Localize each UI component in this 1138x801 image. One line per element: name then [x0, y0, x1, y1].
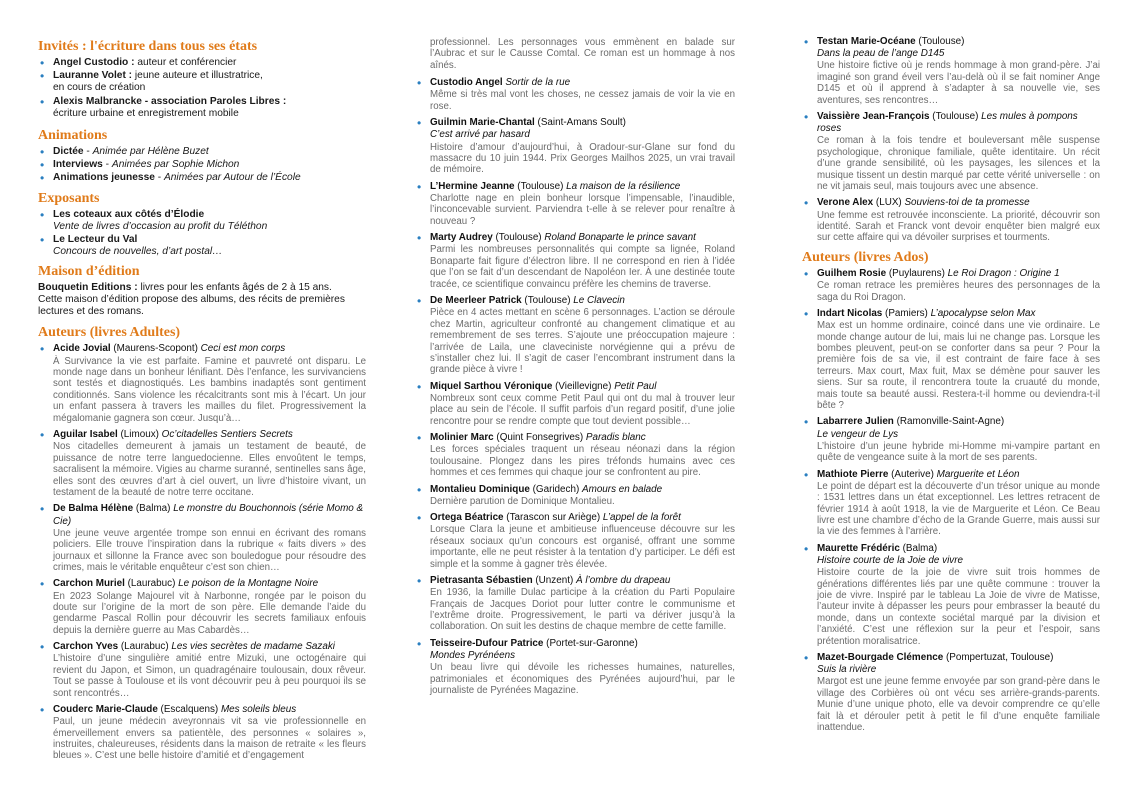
- list-item: • Les coteaux aux côtés d’Élodie Vente de livres d’occasion au profit du Téléthon: [38, 209, 366, 233]
- list-item: • Guilmin Marie-Chantal (Saint-Amans Soult) C’est arrivé par hasard Histoire d’amour d’aujourd’hui, à Oradour-sur-Glane sur fond du massacre du 10 juin 1944. Prix Georges Mailhos 2025, un vrai travail de mémoire.: [415, 117, 735, 176]
- list-item: • Couderc Marie-Claude (Escalquens) Mes soleils bleus Paul, un jeune médecin aveyronnais vit sa vie professionnelle en émerveillement envers sa patientèle, des personnes « solaires », instruites, chaleureuses, résidents dans la maison de retraite « les fleurs bleues ». C’est une belle histoire d’amitié et d’engagement: [38, 704, 366, 762]
- list-item: • Pietrasanta Sébastien (Unzent) À l’ombre du drapeau En 1936, la famille Dulac participe à la création du Parti Populaire Français de Jacques Doriot pour lutter contre le communisme et l’extrême droite. Progressivement, le parti va dériver jusqu’à la collaboration. On suit les destins de chaque membre de cette famille.: [415, 575, 735, 633]
- column-1: [38, 36, 366, 767]
- ados-list: [802, 268, 1100, 734]
- exposants-title: Exposants: [38, 190, 100, 206]
- list-item: • Aguilar Isabel (Limoux) Oc’citadelles Sentiers Secrets Nos citadelles demeurent à jamais un testament de beauté, de puissance de notre terre languedocienne. Elles envoûtent le temps, sacralisent la mémoire. Vigies au charme suranné, sentinelles sans âge, elles sont des œuvres d’art à ciel ouvert, un livre d’histoire vivant, un testament de la beauté de notre terre occitane.: [38, 429, 366, 498]
- animations-list: [38, 146, 366, 185]
- ados-title: Auteurs (livres Ados): [802, 249, 929, 265]
- list-item: • Animations jeunesse - Animées par Autour de l’École: [38, 172, 366, 184]
- list-item: • Acide Jovial (Maurens-Scopont) Ceci est mon corps À Survivance la vie est parfaite. Famine et pauvreté ont disparu. Le monde nage dans un bonheur lénifiant. Dès l’enfance, les survivanciens sont testés et diagnostiqués. Les bambins inadaptés sont gentiment conditionnés. Sans violence les récalcitrants sont mis à l’écart. Un jour un enfant passera à travers les mailles du filet. Progressivement la mégalomanie gagnera son cœur. Jusqu’à…: [38, 343, 366, 424]
- list-item: • Verone Alex (LUX) Souviens-toi de ta promesse Une femme est retrouvée inconsciente. La priorité, découvrir son identité. Sarah et Franck vont devoir enquêter bien malgré eux sur cette affaire qui va dévoiler surprises et tourments.: [802, 197, 1100, 243]
- list-item: • Dictée - Animée par Hélène Buzet: [38, 146, 366, 158]
- list-item: • Alexis Malbrancke - association Paroles Libres : écriture urbaine et enregistrement mobile: [38, 96, 366, 120]
- maison-text: Bouquetin Editions : livres pour les enfants âgés de 2 à 15 ans. Cette maison d’édition propose des albums, des récits de premières lectures et des romans.: [38, 282, 345, 318]
- adultes-list-col3: [802, 36, 1100, 244]
- list-item: • Molinier Marc (Quint Fonsegrives) Paradis blanc Les forces spéciales traquent un réseau néonazi dans la région toulousaine. Plongez dans les pires tréfonds humains avec ces hommes et ces femmes qui chaque jour se confrontent au pire.: [415, 432, 735, 478]
- animations-title: Animations: [38, 128, 108, 144]
- list-item: • Mazet-Bourgade Clémence (Pompertuzat, Toulouse) Suis la rivière Margot est une jeune femme envoyée par son grand-père dans le village des Corbières où ont vécu ses arrière-grands-parents. Munie d’une unique photo, elle va devoir comprendre ce qu’elle fait là et dérouler petit à petit le fil d’une enquête familiale inattendue.: [802, 652, 1100, 733]
- list-item: • Angel Custodio : auteur et conférencier: [38, 57, 366, 69]
- list-item: • Ortega Béatrice (Tarascon sur Ariège) L’appel de la forêt Lorsque Clara la jeune et ambitieuse influenceuse découvre sur les réseaux sociaux qu’un concours est organisé, offrant une somme importante, elle ne peut résister à la tentation d’y participer. Le défi est simple et la somme à gagner très élevée.: [415, 512, 735, 570]
- list-item: • Guilhem Rosie (Puylaurens) Le Roi Dragon : Origine 1 Ce roman retrace les premières heures des personnages de la saga du Roi Dragon.: [802, 268, 1100, 303]
- list-item: • L’Hermine Jeanne (Toulouse) La maison de la résilience Charlotte nage en plein bonheur lorsque l’impensable, l’inaudible, l’inconcevable survient. Parviendra t-elle à se relever pour renaître à nouveau ?: [415, 181, 735, 227]
- maison-title: Maison d’édition: [38, 264, 140, 280]
- list-item: • Miquel Sarthou Véronique (Vieillevigne) Petit Paul Nombreux sont ceux comme Petit Paul qui ont du mal à trouver leur place au sein de l’école. Il suffit parfois d’un regard positif, d’une jolie rencontre pour se rendre compte que tout devient possible…: [415, 381, 735, 427]
- list-item: • Teisseire-Dufour Patrice (Portet-sur-Garonne) Mondes Pyrénéens Un beau livre qui dévoile les richesses humaines, naturelles, patrimoniales et économiques des Pyrénées aujourd’hui, par le journaliste de Pyrénées Magazine.: [415, 638, 735, 697]
- exposants-list: [38, 209, 366, 259]
- adultes-list-col2: [415, 77, 735, 696]
- list-item: • Labarrere Julien (Ramonville-Saint-Agne) Le vengeur de Lys L’histoire d’un jeune hybride mi-Homme mi-vampire partant en quête de vengeance suite à la mort de ses parents.: [802, 416, 1100, 463]
- invites-title: Invités : l'écriture dans tous ses états: [38, 39, 258, 54]
- list-item: • Montalieu Dominique (Garidech) Amours en balade Dernière parution de Dominique Montalieu.: [415, 484, 735, 508]
- list-item: • Custodio Angel Sortir de la rue Même si très mal vont les choses, ne cessez jamais de voir la vie en rose.: [415, 77, 735, 112]
- adultes-title: Auteurs (livres Adultes): [38, 325, 181, 341]
- list-item: • De Balma Hélène (Balma) Le monstre du Bouchonnois (série Momo & Cie) Une jeune veuve argentée trompe son ennui en écrivant des romans policiers. Elle trouve l’inspiration dans la rubrique « faits divers » des journaux et sillonne la France avec son bouledogue pour résoudre des crimes, mais le véritable enquêteur c’est son chien…: [38, 503, 366, 573]
- column-2: [415, 37, 735, 701]
- list-item: • Vaissière Jean-François (Toulouse) Les mules à pompons roses Ce roman à la fois tendre et bouleversant mêle suspense psychologique, chronique familiale, quête identitaire. Un récit d’une grande sensibilité, où les paysages, les silences et la musique tissent un destin marqué par cette vérité universelle : on ne vit jamais seul, mais toujours avec une absence.: [802, 111, 1100, 192]
- list-item: • De Meerleer Patrick (Toulouse) Le Clavecin Pièce en 4 actes mettant en scène 6 personnages. L’action se déroule chez Martin, agriculteur confronté au changement climatique et au remembrement de ses terres. S’ajoute une préoccupation majeure : l’arrivée de Laila, une claveciniste norvégienne qui a prévu de s’installer chez lui. Il s’agit de caser l’encombrant instrument dans la grande pièce à vivre !: [415, 295, 735, 376]
- list-item: • Marty Audrey (Toulouse) Roland Bonaparte le prince savant Parmi les nombreuses personnalités qui compte sa lignée, Roland Bonaparte fait figure d’électron libre. Il ne correspond en rien à l’idée que l’on se fait d’un descendant de Napoléon Ier. À une destinée toute tracée, ce scientifique convaincu préfère les chemins de traverse.: [415, 232, 735, 290]
- list-item: • Maurette Frédéric (Balma) Histoire courte de la Joie de vivre Histoire courte de la joie de vivre suit trois hommes de générations différentes liés par une quête commune : trouver la joie de vivre. Inspiré par le tableau La Joie de vivre de Matisse, l’auteur invite à dépasser les peurs pour embrasser la beauté du monde, dans un contexte sociétal marqué par la division et l’anxiété. C’est une réflexion sur la peur et l’espoir, sans prétention moralisatrice.: [802, 543, 1100, 647]
- invites-list: [38, 57, 366, 120]
- list-item: • Interviews - Animées par Sophie Michon: [38, 159, 366, 171]
- list-item: • Carchon Muriel (Laurabuc) Le poison de la Montagne Noire En 2023 Solange Majourel vit à Narbonne, rongée par le poison du doute sur l’origine de la mort de son père. Elle demande l’aide du gendarme Pascal Rollin pour découvrir les secrets familiaux enfouis depuis la dernière guerre au Mas Cabardès…: [38, 578, 366, 636]
- list-item: • Indart Nicolas (Pamiers) L’apocalypse selon Max Max est un homme ordinaire, coincé dans une vie ordinaire. Le monde change autour de lui, mais lui ne change pas. Lorsque les bombes pleuvent, peut-on se conforter dans sa peur ? Pour la première fois de sa vie, il est contraint de faire face à ses terreurs. Max court, Max fuit, Max se démène pour sauver les siens. Sur sa route, il rencontrera toute la cruauté du monde, mais toute sa beauté aussi. Restera-t-il homme ou deviendra-t-il bête ?: [802, 308, 1100, 411]
- adultes-list-col1: [38, 343, 366, 761]
- list-item: • Mathiote Pierre (Auterive) Marguerite et Léon Le point de départ est la découverte d’un trésor unique au monde : 1531 lettres dans un état exceptionnel. Les lettres retracent de février 1914 à août 1918, la vie de Marguerite et Léon. Ce Beau livre est une chambre d’écho de la Grande Guerre, mais aussi sur la vie des femmes à l’arrière.: [802, 469, 1100, 538]
- list-item: • Carchon Yves (Laurabuc) Les vies secrètes de madame Sazaki L’histoire d’une singulière amitié entre Mizuki, une octogénaire qui revient du Japon, et Simon, un quadragénaire toulousain, doux rêveur. Tout se passe à Toulouse et ils vont découvrir peu à peu pourquoi ils se sont rencontrés…: [38, 641, 366, 699]
- list-item: • Lauranne Volet : jeune auteure et illustratrice, en cours de création: [38, 70, 366, 94]
- list-item: • Le Lecteur du Val Concours de nouvelles, d’art postal…: [38, 234, 366, 258]
- continued-text: professionnel. Les personnages vous emmènent en balade sur l’Aubrac et sur le Causse Comtal. Ce roman est un hommage à nos aînés.: [430, 37, 735, 71]
- column-3: [802, 36, 1100, 739]
- list-item: • Testan Marie-Océane (Toulouse) Dans la peau de l’ange D145 Une histoire fictive où je rends hommage à mon grand-père. J’ai imaginé son grand éveil vers l’au-delà où il se fait nominer Ange D145 et où il apprend à s’adapter à sa nouvelle vie, ses aventures, ses rencontres…: [802, 36, 1100, 106]
